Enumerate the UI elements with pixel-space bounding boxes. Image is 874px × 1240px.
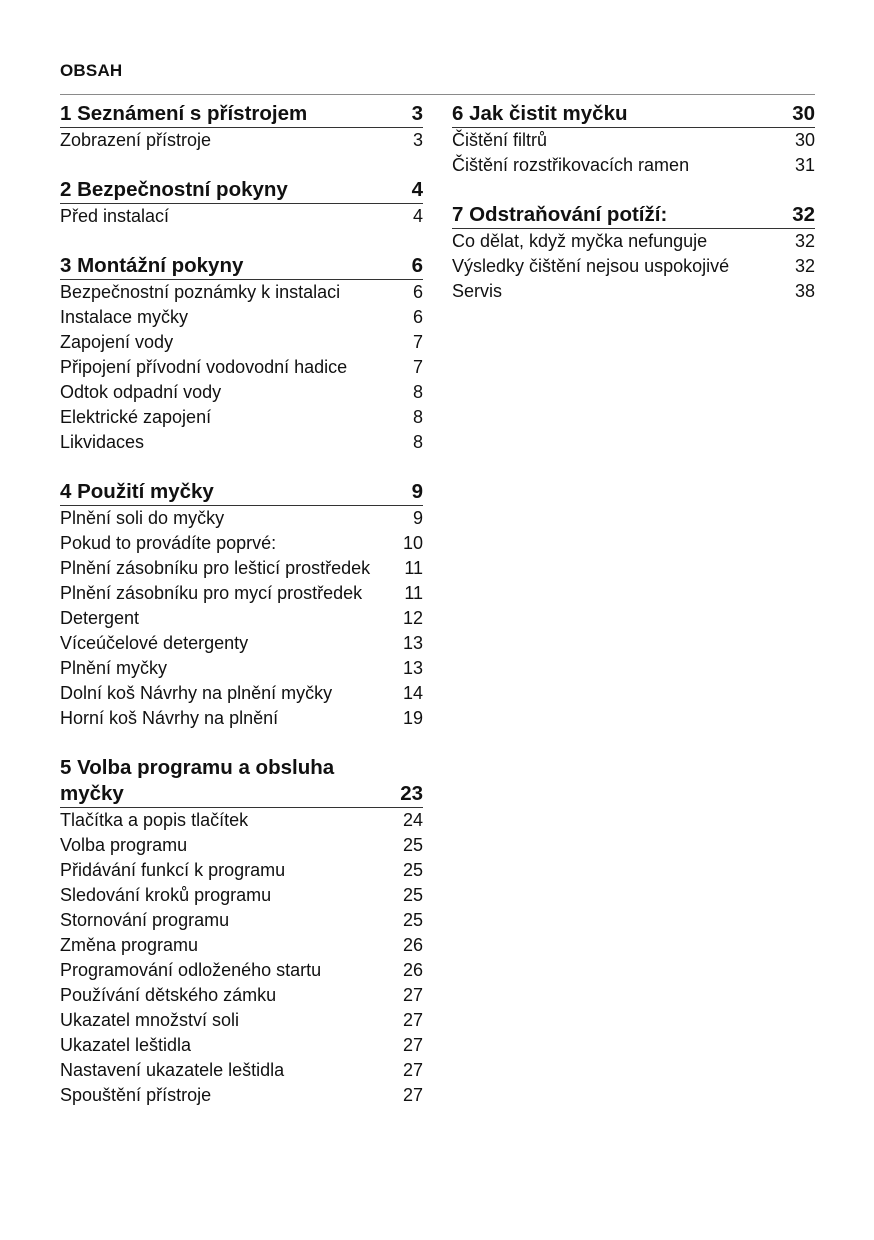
section-page-number: 3 xyxy=(411,102,423,125)
entry-page-number: 24 xyxy=(402,810,423,830)
entry-page-number: 3 xyxy=(412,130,423,150)
section-page-number: 6 xyxy=(411,254,423,277)
toc-entry[interactable] xyxy=(60,556,423,581)
toc-column-left xyxy=(60,101,423,1132)
toc-entry[interactable] xyxy=(60,883,423,908)
toc-entry-list xyxy=(60,808,423,1108)
toc-section xyxy=(452,101,815,178)
entry-page-number: 8 xyxy=(412,407,423,427)
section-page-number: 32 xyxy=(792,203,815,226)
entry-page-number: 10 xyxy=(402,533,423,553)
toc-entry[interactable] xyxy=(60,405,423,430)
toc-section xyxy=(60,177,423,229)
toc-entry[interactable] xyxy=(60,681,423,706)
entry-title: Elektrické zapojení xyxy=(60,407,212,427)
entry-page-number: 27 xyxy=(402,1060,423,1080)
entry-title: Spouštění přístroje xyxy=(60,1085,212,1105)
toc-entry[interactable] xyxy=(60,908,423,933)
toc-entry[interactable] xyxy=(60,983,423,1008)
toc-entry[interactable] xyxy=(60,305,423,330)
entry-title: Připojení přívodní vodovodní hadice xyxy=(60,357,348,377)
entry-page-number: 12 xyxy=(402,608,423,628)
section-page-number: 4 xyxy=(411,178,423,201)
page-title: OBSAH xyxy=(60,61,123,80)
toc-section-heading[interactable] xyxy=(60,253,423,280)
entry-title: Tlačítka a popis tlačítek xyxy=(60,810,249,830)
entry-page-number: 30 xyxy=(794,130,815,150)
section-page-number: 9 xyxy=(411,480,423,503)
entry-page-number: 7 xyxy=(412,357,423,377)
entry-title: Plnění soli do myčky xyxy=(60,508,225,528)
entry-page-number: 4 xyxy=(412,206,423,226)
entry-page-number: 26 xyxy=(402,960,423,980)
entry-page-number: 11 xyxy=(404,558,423,578)
toc-entry[interactable] xyxy=(60,1058,423,1083)
toc-entry-list xyxy=(60,506,423,731)
entry-title: Sledování kroků programu xyxy=(60,885,272,905)
toc-entry-list xyxy=(60,204,423,229)
toc-column-right xyxy=(452,101,815,328)
section-title: 4 Použití myčky xyxy=(60,480,214,503)
entry-page-number: 27 xyxy=(402,985,423,1005)
entry-title: Zapojení vody xyxy=(60,332,174,352)
toc-entry[interactable] xyxy=(60,531,423,556)
entry-title: Plnění zásobníku pro lešticí prostředek xyxy=(60,558,371,578)
entry-page-number: 25 xyxy=(402,835,423,855)
entry-title: Ukazatel množství soli xyxy=(60,1010,240,1030)
toc-section xyxy=(60,479,423,731)
entry-title: Detergent xyxy=(60,608,140,628)
entry-title: Instalace myčky xyxy=(60,307,189,327)
entry-page-number: 6 xyxy=(412,307,423,327)
toc-entry[interactable] xyxy=(60,581,423,606)
toc-entry[interactable] xyxy=(60,958,423,983)
toc-section xyxy=(452,202,815,304)
toc-section xyxy=(60,253,423,455)
entry-title: Bezpečnostní poznámky k instalaci xyxy=(60,282,341,302)
entry-page-number: 38 xyxy=(794,281,815,301)
entry-title: Dolní koš Návrhy na plnění myčky xyxy=(60,683,333,703)
toc-entry[interactable] xyxy=(60,355,423,380)
entry-page-number: 7 xyxy=(412,332,423,352)
section-page-number: 30 xyxy=(792,102,815,125)
entry-page-number: 25 xyxy=(402,860,423,880)
entry-page-number: 25 xyxy=(402,910,423,930)
entry-page-number: 8 xyxy=(412,432,423,452)
entry-page-number: 32 xyxy=(794,256,815,276)
toc-entry-list xyxy=(452,128,815,178)
entry-page-number: 19 xyxy=(402,708,423,728)
toc-entry[interactable] xyxy=(452,153,815,178)
toc-entry[interactable] xyxy=(452,128,815,153)
toc-entry[interactable] xyxy=(452,279,815,304)
entry-page-number: 31 xyxy=(794,155,815,175)
toc-entry[interactable] xyxy=(60,128,423,153)
entry-page-number: 26 xyxy=(402,935,423,955)
entry-page-number: 27 xyxy=(402,1035,423,1055)
section-title: 3 Montážní pokyny xyxy=(60,254,244,277)
entry-title: Přidávání funkcí k programu xyxy=(60,860,286,880)
toc-entry[interactable] xyxy=(60,656,423,681)
toc-entry[interactable] xyxy=(452,254,815,279)
toc-entry[interactable] xyxy=(60,280,423,305)
entry-page-number: 9 xyxy=(412,508,423,528)
entry-title: Víceúčelové detergenty xyxy=(60,633,249,653)
entry-title: Před instalací xyxy=(60,206,170,226)
toc-entry[interactable] xyxy=(60,1008,423,1033)
entry-title: Horní koš Návrhy na plnění xyxy=(60,708,279,728)
entry-title: Pokud to provádíte poprvé: xyxy=(60,533,277,553)
entry-title: Změna programu xyxy=(60,935,199,955)
toc-section-heading[interactable] xyxy=(60,101,423,128)
entry-page-number: 11 xyxy=(404,583,423,603)
toc-entry[interactable] xyxy=(60,380,423,405)
entry-page-number: 14 xyxy=(402,683,423,703)
entry-title: Ukazatel leštidla xyxy=(60,1035,192,1055)
toc-entry[interactable] xyxy=(60,204,423,229)
entry-page-number: 6 xyxy=(412,282,423,302)
entry-title: Likvidaces xyxy=(60,432,145,452)
section-title: 5 Volba programu a obsluha myčky xyxy=(60,756,335,805)
toc-section xyxy=(60,755,423,1108)
toc-entry[interactable] xyxy=(60,858,423,883)
section-title: 2 Bezpečnostní pokyny xyxy=(60,178,288,201)
entry-title: Používání dětského zámku xyxy=(60,985,277,1005)
entry-title: Čištění filtrů xyxy=(452,130,548,150)
toc-entry[interactable] xyxy=(60,506,423,531)
toc-entry-list xyxy=(452,229,815,304)
toc-entry[interactable] xyxy=(60,1083,423,1108)
entry-title: Co dělat, když myčka nefunguje xyxy=(452,231,708,251)
toc-entry[interactable] xyxy=(60,631,423,656)
entry-title: Čištění rozstřikovacích ramen xyxy=(452,155,690,175)
toc-section-heading[interactable] xyxy=(60,479,423,506)
section-title: 7 Odstraňování potíží: xyxy=(452,203,668,226)
entry-title: Výsledky čištění nejsou uspokojivé xyxy=(452,256,730,276)
toc-section-heading[interactable] xyxy=(60,177,423,204)
entry-page-number: 13 xyxy=(402,658,423,678)
top-divider xyxy=(60,94,815,95)
toc-entry[interactable] xyxy=(60,430,423,455)
entry-page-number: 27 xyxy=(402,1085,423,1105)
entry-title: Odtok odpadní vody xyxy=(60,382,222,402)
toc-section-heading[interactable] xyxy=(452,202,815,229)
entry-page-number: 13 xyxy=(402,633,423,653)
toc-entry[interactable] xyxy=(60,933,423,958)
toc-entry[interactable] xyxy=(60,606,423,631)
toc-entry-list xyxy=(60,280,423,455)
entry-title: Servis xyxy=(452,281,503,301)
section-title: 1 Seznámení s přístrojem xyxy=(60,102,308,125)
entry-title: Zobrazení přístroje xyxy=(60,130,212,150)
toc-entry[interactable] xyxy=(60,706,423,731)
entry-page-number: 32 xyxy=(794,231,815,251)
entry-title: Programování odloženého startu xyxy=(60,960,322,980)
toc-section xyxy=(60,101,423,153)
toc-entry-list xyxy=(60,128,423,153)
section-page-number: 23 xyxy=(400,782,423,805)
entry-title: Plnění myčky xyxy=(60,658,168,678)
entry-page-number: 8 xyxy=(412,382,423,402)
toc-entry[interactable] xyxy=(60,808,423,833)
toc-section-heading[interactable] xyxy=(60,755,423,808)
entry-title: Volba programu xyxy=(60,835,188,855)
toc-entry[interactable] xyxy=(60,330,423,355)
entry-page-number: 25 xyxy=(402,885,423,905)
toc-entry[interactable] xyxy=(452,229,815,254)
toc-section-heading[interactable] xyxy=(452,101,815,128)
entry-page-number: 27 xyxy=(402,1010,423,1030)
entry-title: Nastavení ukazatele leštidla xyxy=(60,1060,285,1080)
entry-title: Stornování programu xyxy=(60,910,230,930)
toc-entry[interactable] xyxy=(60,1033,423,1058)
toc-entry[interactable] xyxy=(60,833,423,858)
section-title: 6 Jak čistit myčku xyxy=(452,102,628,125)
entry-title: Plnění zásobníku pro mycí prostředek xyxy=(60,583,363,603)
